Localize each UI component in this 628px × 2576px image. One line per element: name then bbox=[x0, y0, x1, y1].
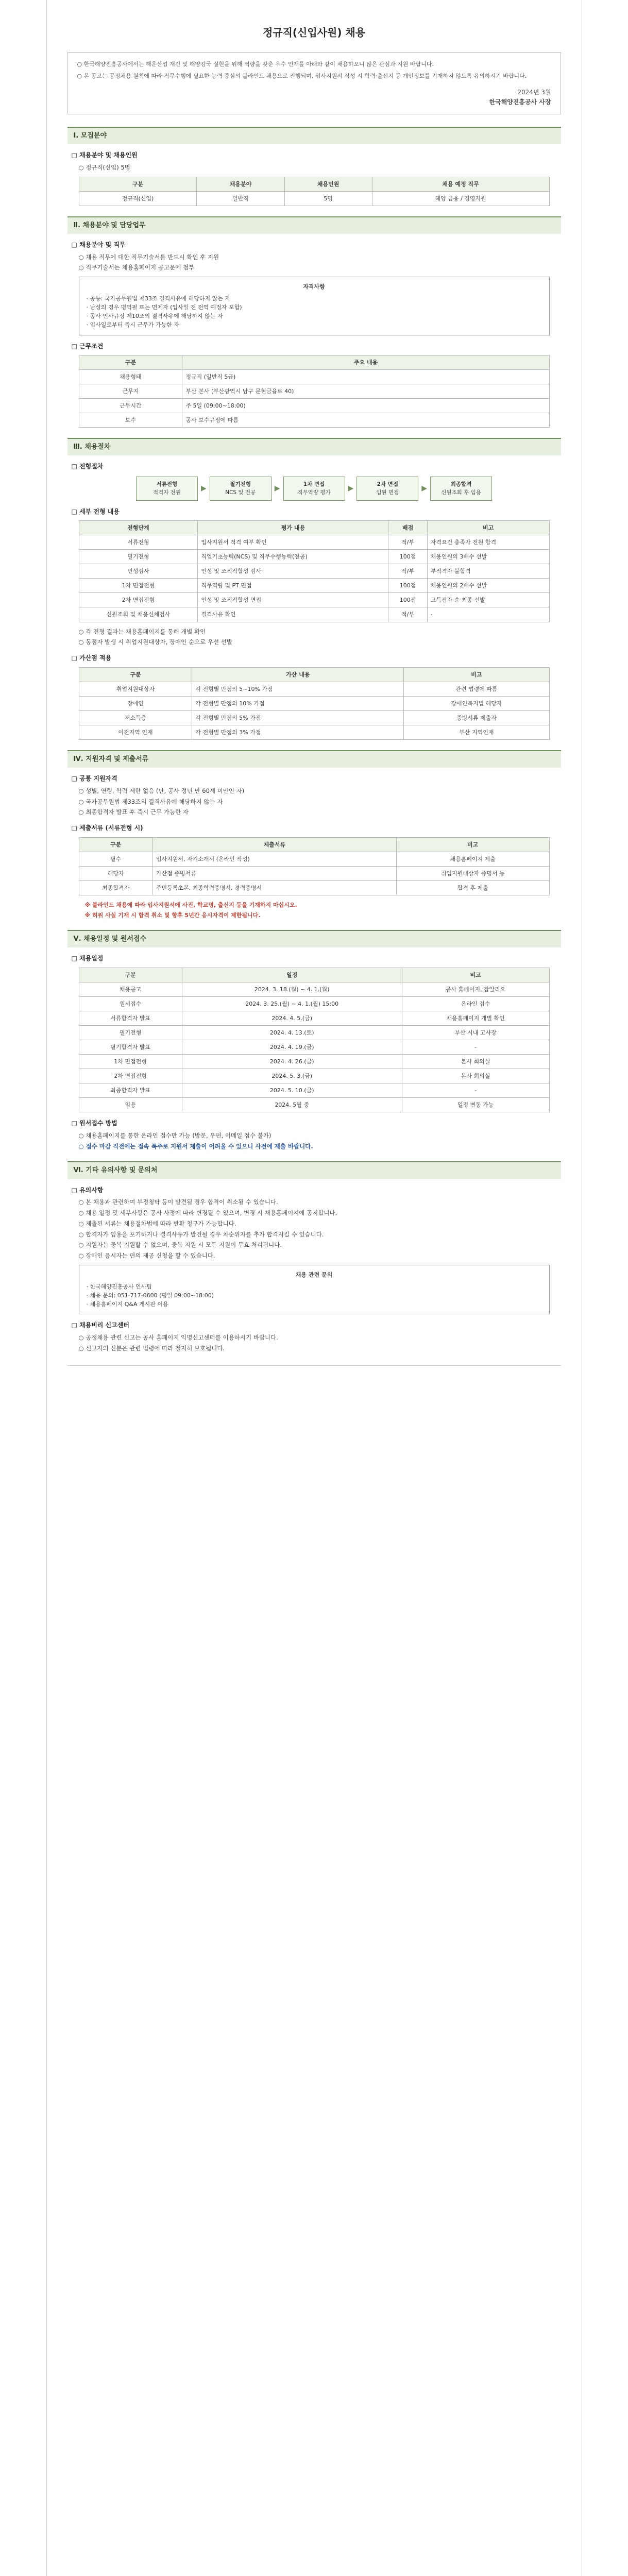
bonus-points-table bbox=[79, 667, 550, 740]
table-cell: 공사 보수규정에 따름 bbox=[182, 413, 549, 428]
table-cell: 채용인원의 2배수 선발 bbox=[427, 579, 549, 593]
table-cell: 부산 지역인재 bbox=[404, 725, 549, 739]
table-cell: 부산 시내 고사장 bbox=[402, 1025, 549, 1040]
table-row bbox=[79, 866, 549, 880]
table-header: 구분 bbox=[79, 177, 197, 191]
bullet-text: ○ 직무기술서는 채용홈페이지 공고문에 첨부 bbox=[78, 264, 195, 272]
table-cell: 2차 면접전형 bbox=[79, 593, 198, 607]
table-cell: 정규직(신입) bbox=[79, 191, 197, 206]
section-heading: Ⅴ. 채용일정 및 원서접수 bbox=[67, 930, 561, 947]
table-cell: 최종합격자 발표 bbox=[79, 1083, 182, 1098]
table-row bbox=[79, 413, 549, 428]
sub-title: □ 채용비리 신고센터 bbox=[71, 1321, 129, 1329]
table-cell: 5명 bbox=[284, 191, 372, 206]
bullet-text: ○ 접수 마감 직전에는 접속 폭주로 지원서 제출이 어려울 수 있으니 사전에 제출 바랍니다. bbox=[78, 1142, 313, 1150]
arrow-right-icon: ▶ bbox=[421, 484, 428, 493]
table-cell: 직업기초능력(NCS) 및 직무수행능력(전공) bbox=[198, 550, 388, 564]
sub-title: □ 채용분야 및 직무 bbox=[71, 241, 126, 249]
table-cell: 2024. 5. 3.(금) bbox=[182, 1069, 402, 1083]
section-duties bbox=[67, 216, 561, 428]
table-cell: 2024. 3. 18.(월) ~ 4. 1.(월) bbox=[182, 982, 402, 996]
recruit-table bbox=[79, 177, 550, 206]
table-cell: 원서접수 bbox=[79, 996, 182, 1011]
flow-step-desc: 직무역량 평가 bbox=[297, 489, 331, 496]
table-header: 채용분야 bbox=[197, 177, 284, 191]
flow-step bbox=[283, 477, 345, 501]
table-cell: 보수 bbox=[79, 413, 182, 428]
work-conditions-table bbox=[79, 355, 550, 428]
table-row bbox=[79, 1098, 549, 1112]
bullet-text: ○ 합격자가 임용을 포기하거나 결격사유가 발견될 경우 차순위자를 추가 합격시킬 수 있습니다. bbox=[78, 1230, 324, 1238]
table-cell: 해당자 bbox=[79, 866, 152, 880]
bullet-text: ○ 각 전형 결과는 채용홈페이지를 통해 개별 확인 bbox=[78, 628, 206, 635]
table-cell: 1차 면접전형 bbox=[79, 1055, 182, 1069]
table-cell: 주민등록초본, 최종학력증명서, 경력증명서 bbox=[152, 880, 396, 895]
table-row bbox=[79, 1040, 549, 1055]
table-cell: 2차 면접전형 bbox=[79, 1069, 182, 1083]
flow-step-name: 필기전형 bbox=[230, 481, 251, 488]
process-flow bbox=[79, 477, 550, 501]
flow-step-name: 서류전형 bbox=[156, 481, 178, 488]
table-cell: 인성검사 bbox=[79, 564, 198, 579]
arrow-right-icon: ▶ bbox=[348, 484, 354, 493]
section-heading: Ⅲ. 채용절차 bbox=[67, 438, 561, 455]
table-cell: 본사 회의실 bbox=[402, 1055, 549, 1069]
table-cell: 관련 법령에 따름 bbox=[404, 682, 549, 696]
table-row bbox=[79, 852, 549, 866]
flow-step bbox=[357, 477, 418, 501]
table-row bbox=[79, 399, 549, 413]
section-notices bbox=[67, 1161, 561, 1353]
table-cell: 부적격자 불합격 bbox=[427, 564, 549, 579]
sub-title: □ 가산점 적용 bbox=[71, 654, 112, 662]
table-header: 평가 내용 bbox=[198, 521, 388, 535]
table-row bbox=[79, 550, 549, 564]
table-cell: 임용 bbox=[79, 1098, 182, 1112]
box-line: · 채용홈페이지 Q&A 게시판 이용 bbox=[86, 1301, 168, 1308]
table-header: 채용 예정 직무 bbox=[372, 177, 549, 191]
table-header: 일정 bbox=[182, 968, 402, 982]
table-header: 구분 bbox=[79, 355, 182, 370]
table-cell: 100점 bbox=[388, 550, 427, 564]
table-row bbox=[79, 384, 549, 399]
table-cell: 일반직 bbox=[197, 191, 284, 206]
table-cell: 저소득층 bbox=[79, 710, 192, 725]
table-cell: 근무지 bbox=[79, 384, 182, 399]
table-cell: 합격 후 제출 bbox=[396, 880, 549, 895]
table-cell: 자격요건 충족자 전원 합격 bbox=[427, 535, 549, 550]
section-heading: Ⅰ. 모집분야 bbox=[67, 127, 561, 144]
flow-step-desc: NCS 및 전공 bbox=[225, 489, 256, 496]
table-cell: 필기전형 bbox=[79, 550, 198, 564]
flow-step bbox=[210, 477, 271, 501]
section-recruit-field bbox=[67, 127, 561, 206]
bullet-text: ○ 채용 직무에 대한 직무기술서를 반드시 확인 후 지원 bbox=[78, 253, 219, 261]
table-header: 제출서류 bbox=[152, 837, 396, 852]
table-cell: 증빙서류 제출자 bbox=[404, 710, 549, 725]
table-row bbox=[79, 535, 549, 550]
table-cell: 2024. 4. 5.(금) bbox=[182, 1011, 402, 1025]
box-line: · 공통: 국가공무원법 제33조 결격사유에 해당하지 않는 자 bbox=[86, 295, 230, 302]
table-cell: 일정 변동 가능 bbox=[402, 1098, 549, 1112]
table-row bbox=[79, 607, 549, 622]
table-cell: 2024. 4. 19.(금) bbox=[182, 1040, 402, 1055]
bullet-text: ○ 동점자 발생 시 취업지원대상자, 장애인 순으로 우선 선발 bbox=[78, 638, 232, 646]
table-row bbox=[79, 880, 549, 895]
table-cell: 신원조회 및 채용신체검사 bbox=[79, 607, 198, 622]
table-cell: 채용홈페이지 제출 bbox=[396, 852, 549, 866]
announcement-date: 2024년 3월 bbox=[517, 89, 551, 96]
box-line: · 공사 인사규정 제10조의 결격사유에 해당하지 않는 자 bbox=[86, 313, 223, 320]
table-cell: 부산 본사 (부산광역시 남구 문현금융로 40) bbox=[182, 384, 549, 399]
sub-title: □ 제출서류 (서류전형 시) bbox=[71, 824, 143, 832]
table-cell: 공사 홈페이지, 잡알리오 bbox=[402, 982, 549, 996]
table-cell: 각 전형별 만점의 3% 가점 bbox=[192, 725, 404, 739]
section-process bbox=[67, 438, 561, 740]
table-cell: 인성 및 조직적합성 면접 bbox=[198, 593, 388, 607]
table-row bbox=[79, 370, 549, 384]
table-cell: - bbox=[427, 607, 549, 622]
table-cell: 각 전형별 만점의 5~10% 가점 bbox=[192, 682, 404, 696]
table-header: 배점 bbox=[388, 521, 427, 535]
sub-title: □ 전형절차 bbox=[71, 463, 104, 470]
schedule-table bbox=[79, 968, 550, 1112]
contact-box bbox=[79, 1265, 550, 1314]
box-title: 자격사항 bbox=[303, 283, 325, 291]
table-cell: 1차 면접전형 bbox=[79, 579, 198, 593]
sub-title: □ 유의사항 bbox=[71, 1186, 104, 1194]
flow-step bbox=[136, 477, 198, 501]
table-cell: 2024. 4. 13.(토) bbox=[182, 1025, 402, 1040]
table-cell: 가산점 증빙서류 bbox=[152, 866, 396, 880]
box-line: · 남성의 경우 병역필 또는 면제자 (입사일 전 전역 예정자 포함) bbox=[86, 304, 242, 311]
qualification-box bbox=[79, 277, 550, 335]
arrow-right-icon: ▶ bbox=[200, 484, 207, 493]
table-cell: 채용홈페이지 개별 확인 bbox=[402, 1011, 549, 1025]
table-header: 비고 bbox=[402, 968, 549, 982]
table-row bbox=[79, 593, 549, 607]
table-cell: 2024. 3. 25.(월) ~ 4. 1.(월) 15:00 bbox=[182, 996, 402, 1011]
bullet-text: ○ 신고자의 신분은 관련 법령에 따라 철저히 보호됩니다. bbox=[78, 1344, 225, 1352]
table-cell: 최종합격자 bbox=[79, 880, 152, 895]
table-cell: 직무역량 및 PT 면접 bbox=[198, 579, 388, 593]
sub-title: □ 근무조건 bbox=[71, 342, 104, 350]
table-header: 채용인원 bbox=[284, 177, 372, 191]
table-cell: 각 전형별 만점의 5% 가점 bbox=[192, 710, 404, 725]
table-header: 가산 내용 bbox=[192, 667, 404, 682]
stage-table bbox=[79, 520, 550, 622]
sub-title: □ 세부 전형 내용 bbox=[71, 507, 120, 515]
table-header: 구분 bbox=[79, 667, 192, 682]
intro-box bbox=[67, 52, 561, 114]
sub-title: □ 공통 지원자격 bbox=[71, 775, 117, 783]
table-cell: 2024. 5월 중 bbox=[182, 1098, 402, 1112]
table-cell: - bbox=[402, 1083, 549, 1098]
flow-step-desc: 신원조회 후 임용 bbox=[441, 489, 481, 496]
documents-table bbox=[79, 837, 550, 895]
table-cell: 인성 및 조직적합성 검사 bbox=[198, 564, 388, 579]
table-row bbox=[79, 1011, 549, 1025]
sub-title: □ 채용분야 및 채용인원 bbox=[71, 151, 138, 159]
bullet-text: ○ 채용 일정 및 세부사항은 공사 사정에 따라 변경될 수 있으며, 변경 시 채용홈페이지에 공지합니다. bbox=[78, 1209, 337, 1216]
table-row bbox=[79, 1025, 549, 1040]
flow-step-name: 1차 면접 bbox=[303, 481, 325, 488]
table-cell: 결격사유 확인 bbox=[198, 607, 388, 622]
table-cell: 이전지역 인재 bbox=[79, 725, 192, 739]
bullet-text: ○ 정규직(신입) 5명 bbox=[78, 164, 130, 172]
bullet-text: ○ 최종합격자 발표 후 즉시 근무 가능한 자 bbox=[78, 808, 189, 816]
bullet-text: ○ 공정채용 관련 신고는 공사 홈페이지 익명신고센터를 이용하시기 바랍니다. bbox=[78, 1333, 278, 1341]
page-title: 정규직(신입사원) 채용 bbox=[262, 26, 366, 39]
table-cell: 입사지원서 적격 여부 확인 bbox=[198, 535, 388, 550]
flow-step bbox=[430, 477, 492, 501]
bullet-text: ○ 장애인 응시자는 편의 제공 신청을 할 수 있습니다. bbox=[78, 1252, 215, 1260]
table-cell: 서류전형 bbox=[79, 535, 198, 550]
table-cell: 본사 회의실 bbox=[402, 1069, 549, 1083]
table-header: 구분 bbox=[79, 968, 182, 982]
table-row bbox=[79, 579, 549, 593]
bullet-text: ○ 제출된 서류는 채용절차법에 따라 반환 청구가 가능합니다. bbox=[78, 1219, 236, 1227]
flow-step-name: 최종합격 bbox=[450, 481, 472, 488]
table-cell: 정규직 (일반직 5급) bbox=[182, 370, 549, 384]
arrow-right-icon: ▶ bbox=[274, 484, 280, 493]
box-line: · 입사일로부터 즉시 근무가 가능한 자 bbox=[86, 321, 179, 329]
document-page bbox=[46, 0, 582, 2576]
table-cell: 서류합격자 발표 bbox=[79, 1011, 182, 1025]
table-cell: 온라인 접수 bbox=[402, 996, 549, 1011]
section-heading: Ⅵ. 기타 유의사항 및 문의처 bbox=[67, 1161, 561, 1179]
table-row bbox=[79, 1083, 549, 1098]
table-header: 비고 bbox=[427, 521, 549, 535]
table-row bbox=[79, 564, 549, 579]
table-cell: 2024. 4. 26.(금) bbox=[182, 1055, 402, 1069]
table-cell: - bbox=[402, 1040, 549, 1055]
intro-paragraph: ○ 한국해양진흥공사에서는 해운산업 재건 및 해양강국 실현을 위해 역량을 갖춘 우수 인재를 아래와 같이 채용하오니 많은 관심과 지원 바랍니다. bbox=[77, 61, 434, 67]
table-cell: 적/부 bbox=[388, 535, 427, 550]
table-cell: 2024. 5. 10.(금) bbox=[182, 1083, 402, 1098]
sub-title: □ 채용일정 bbox=[71, 955, 104, 962]
divider bbox=[67, 1365, 561, 1366]
table-header: 전형단계 bbox=[79, 521, 198, 535]
table-cell: 고득점자 순 최종 선발 bbox=[427, 593, 549, 607]
flow-step-desc: 임원 면접 bbox=[376, 489, 399, 496]
section-heading: Ⅳ. 지원자격 및 제출서류 bbox=[67, 750, 561, 768]
table-cell: 필기합격자 발표 bbox=[79, 1040, 182, 1055]
table-cell: 장애인 bbox=[79, 696, 192, 710]
bullet-text: ○ 채용홈페이지를 통한 온라인 접수만 가능 (방문, 우편, 이메일 접수 불가) bbox=[78, 1131, 271, 1139]
table-cell: 채용형태 bbox=[79, 370, 182, 384]
table-cell: 근무시간 bbox=[79, 399, 182, 413]
box-title: 채용 관련 문의 bbox=[295, 1272, 333, 1279]
warning-note: ※ 허위 사실 기재 시 합격 취소 및 향후 5년간 응시자격이 제한됩니다. bbox=[84, 911, 261, 919]
intro-paragraph: ○ 본 공고는 공정채용 원칙에 따라 직무수행에 필요한 능력 중심의 블라인드 채용으로 진행되며, 입사지원서 작성 시 학력·출신지 등 개인정보를 기재하지 않도록 유의하시기 바랍니다. bbox=[77, 73, 527, 80]
table-cell: 취업지원대상자 증명서 등 bbox=[396, 866, 549, 880]
table-header: 주요 내용 bbox=[182, 355, 549, 370]
table-cell: 입사지원서, 자기소개서 (온라인 작성) bbox=[152, 852, 396, 866]
table-header: 비고 bbox=[396, 837, 549, 852]
table-row bbox=[79, 696, 549, 710]
table-row bbox=[79, 1069, 549, 1083]
table-header: 비고 bbox=[404, 667, 549, 682]
table-cell: 적/부 bbox=[388, 607, 427, 622]
bullet-text: ○ 지원자는 중복 지원할 수 없으며, 중복 지원 시 모든 지원이 무효 처리됩니다. bbox=[78, 1241, 282, 1249]
table-row bbox=[79, 710, 549, 725]
table-cell: 주 5일 (09:00~18:00) bbox=[182, 399, 549, 413]
table-row bbox=[79, 191, 549, 206]
flow-step-name: 2차 면접 bbox=[377, 481, 398, 488]
table-cell: 채용공고 bbox=[79, 982, 182, 996]
warning-note: ※ 블라인드 채용에 따라 입사지원서에 사진, 학교명, 출신지 등을 기재하지 마십시오. bbox=[84, 901, 297, 908]
table-cell: 해양 금융 / 경영지원 bbox=[372, 191, 549, 206]
table-row bbox=[79, 996, 549, 1011]
bullet-text: ○ 성별, 연령, 학력 제한 없음 (단, 공사 정년 만 60세 미만인 자) bbox=[78, 787, 245, 794]
table-cell: 각 전형별 만점의 10% 가점 bbox=[192, 696, 404, 710]
table-cell: 필기전형 bbox=[79, 1025, 182, 1040]
table-cell: 장애인복지법 해당자 bbox=[404, 696, 549, 710]
section-eligibility bbox=[67, 750, 561, 920]
sub-title: □ 원서접수 방법 bbox=[71, 1120, 117, 1127]
table-cell: 100점 bbox=[388, 593, 427, 607]
bullet-text: ○ 본 채용과 관련하여 부정청탁 등이 발견될 경우 합격이 취소될 수 있습니다. bbox=[78, 1198, 278, 1206]
announcement-org: 한국해양진흥공사 사장 bbox=[489, 98, 551, 106]
table-cell: 적/부 bbox=[388, 564, 427, 579]
table-row bbox=[79, 1055, 549, 1069]
table-cell: 채용인원의 3배수 선발 bbox=[427, 550, 549, 564]
table-row bbox=[79, 725, 549, 739]
table-cell: 100점 bbox=[388, 579, 427, 593]
box-line: · 한국해양진흥공사 인사팀 bbox=[86, 1283, 152, 1291]
section-heading: Ⅱ. 채용분야 및 담당업무 bbox=[67, 216, 561, 234]
bullet-text: ○ 국가공무원법 제33조의 결격사유에 해당하지 않는 자 bbox=[78, 798, 223, 805]
box-line: · 채용 문의: 051-717-0600 (평일 09:00~18:00) bbox=[86, 1292, 214, 1299]
table-row bbox=[79, 682, 549, 696]
flow-step-desc: 적격자 전원 bbox=[152, 489, 181, 496]
table-row bbox=[79, 982, 549, 996]
section-schedule bbox=[67, 930, 561, 1151]
table-header: 구분 bbox=[79, 837, 152, 852]
table-cell: 취업지원대상자 bbox=[79, 682, 192, 696]
table-cell: 필수 bbox=[79, 852, 152, 866]
